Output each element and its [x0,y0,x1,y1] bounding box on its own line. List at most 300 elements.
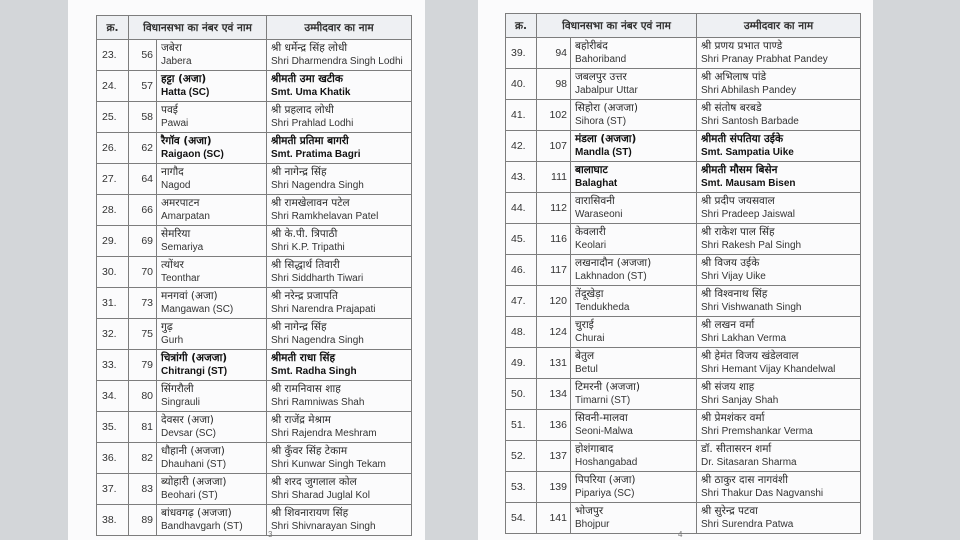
constituency-name-hindi: चित्रांगी (अजजा) [161,352,228,364]
constituency-name-english: Bhojpur [575,519,610,530]
serial-number: 47. [506,286,537,317]
serial-number: 27. [97,164,129,195]
table-row [97,381,412,412]
constituency-number: 79 [129,350,157,381]
candidate-name-english: Dr. Sitasaran Sharma [701,457,797,468]
serial-number: 42. [506,131,537,162]
constituency-cell [571,472,697,503]
serial-number: 28. [97,195,129,226]
constituency-name-hindi: होशंगाबाद [575,443,614,455]
candidate-cell [267,474,412,505]
constituency-name-english: Hoshangabad [575,457,638,468]
constituency-cell [157,102,267,133]
constituency-number: 136 [537,410,571,441]
candidate-cell [697,410,861,441]
serial-number: 38. [97,505,129,536]
constituency-name-hindi: सिवनी-मालवा [575,412,628,424]
candidate-name-hindi: श्री संतोष बरबडे [701,102,762,114]
constituency-name-hindi: सिहोरा (अजजा) [575,102,638,114]
serial-number: 29. [97,226,129,257]
constituency-cell [571,441,697,472]
constituency-number: 107 [537,131,571,162]
candidate-name-english: Shri Rajendra Meshram [271,428,377,439]
constituency-cell [571,224,697,255]
serial-number: 26. [97,133,129,164]
constituency-name-hindi: चुराई [575,319,594,331]
constituency-number: 102 [537,100,571,131]
constituency-name-english: Amarpatan [161,211,210,222]
candidate-name-hindi: श्री संजय शाह [701,381,755,393]
candidate-name-english: Shri Ramniwas Shah [271,397,365,408]
constituency-name-hindi: त्योंथर [161,259,184,271]
table-row [506,224,861,255]
candidate-name-hindi: श्री नरेन्द्र प्रजापति [271,290,338,302]
candidate-cell [267,195,412,226]
page-number: 3 [268,530,273,539]
table-row [97,350,412,381]
candidate-name-english: Shri Vishwanath Singh [701,302,802,313]
candidate-name-english: Smt. Radha Singh [271,366,357,377]
table-row [506,255,861,286]
candidate-cell [697,162,861,193]
serial-number: 44. [506,193,537,224]
candidate-name-hindi: श्री के.पी. त्रिपाठी [271,228,338,240]
constituency-name-hindi: बालाघाट [575,164,608,176]
candidate-name-hindi: श्री प्रेमशंकर वर्मा [701,412,765,424]
serial-number: 37. [97,474,129,505]
constituency-cell [157,257,267,288]
constituency-name-english: Nagod [161,180,191,191]
candidate-name-english: Shri Siddharth Tiwari [271,273,364,284]
header-candidate: उम्मीदवार का नाम [267,16,412,40]
constituency-number: 80 [129,381,157,412]
header-constituency: विधानसभा का नंबर एवं नाम [129,16,267,40]
constituency-cell [571,193,697,224]
constituency-name-english: Seoni-Malwa [575,426,633,437]
document-page-left [68,0,425,540]
constituency-cell [571,286,697,317]
candidate-cell [697,38,861,69]
constituency-number: 111 [537,162,571,193]
constituency-name-english: Pipariya (SC) [575,488,635,499]
constituency-number: 70 [129,257,157,288]
candidate-name-hindi: श्री धर्मेन्द्र सिंह लोधी [271,42,348,54]
constituency-number: 134 [537,379,571,410]
candidate-cell [697,255,861,286]
candidate-name-hindi: श्री लखन वर्मा [701,319,755,331]
constituency-name-english: Sihora (ST) [575,116,627,127]
table-row [97,40,412,71]
serial-number: 39. [506,38,537,69]
table-header-row [506,14,861,38]
candidate-name-hindi: श्री नागेन्द्र सिंह [271,166,327,178]
constituency-cell [157,443,267,474]
constituency-name-english: Gurh [161,335,184,346]
serial-number: 31. [97,288,129,319]
constituency-number: 117 [537,255,571,286]
candidate-name-hindi: श्री प्रणय प्रभात पाण्डे [701,40,783,52]
candidate-cell [697,317,861,348]
table-row [506,286,861,317]
candidate-name-hindi: श्री नागेन्द्र सिंह [271,321,327,333]
constituency-cell [571,162,697,193]
constituency-cell [571,255,697,286]
page-number: 4 [678,530,683,539]
constituency-name-english: Raigaon (SC) [161,149,224,160]
constituency-number: 83 [129,474,157,505]
constituency-cell [571,379,697,410]
candidate-cell [697,472,861,503]
candidate-cell [267,257,412,288]
candidate-name-english: Shri K.P. Tripathi [271,242,345,253]
table-row [506,162,861,193]
candidate-name-english: Shri Narendra Prajapati [271,304,376,315]
constituency-number: 82 [129,443,157,474]
table-row [506,410,861,441]
constituency-cell [571,348,697,379]
constituency-cell [571,410,697,441]
table-row [97,71,412,102]
table-row [506,193,861,224]
constituency-name-hindi: सेमरिया [161,228,191,240]
candidate-table-left [96,15,412,536]
constituency-cell [157,40,267,71]
constituency-name-english: Chitrangi (ST) [161,366,228,377]
constituency-name-english: Beohari (ST) [161,490,218,501]
serial-number: 41. [506,100,537,131]
constituency-name-english: Singrauli [161,397,200,408]
candidate-name-english: Shri Premshankar Verma [701,426,813,437]
candidate-name-english: Shri Thakur Das Nagvanshi [701,488,824,499]
constituency-name-hindi: वारासिवनी [575,195,615,207]
serial-number: 24. [97,71,129,102]
constituency-cell [157,288,267,319]
constituency-number: 141 [537,503,571,534]
candidate-name-english: Shri Ramkhelavan Patel [271,211,379,222]
table-row [506,100,861,131]
constituency-name-hindi: सिंगरौली [161,383,194,395]
candidate-name-hindi: श्री राजेंद्र मेश्राम [271,414,331,426]
serial-number: 43. [506,162,537,193]
serial-number: 23. [97,40,129,71]
candidate-name-english: Shri Santosh Barbade [701,116,799,127]
candidate-name-english: Shri Lakhan Verma [701,333,787,344]
candidate-cell [267,319,412,350]
constituency-name-english: Timarni (ST) [575,395,631,406]
serial-number: 25. [97,102,129,133]
constituency-name-english: Pawai [161,118,189,129]
constituency-number: 116 [537,224,571,255]
candidate-name-english: Shri Rakesh Pal Singh [701,240,802,251]
candidate-cell [267,412,412,443]
candidate-cell [697,379,861,410]
header-constituency: विधानसभा का नंबर एवं नाम [537,14,697,38]
constituency-cell [571,503,697,534]
constituency-name-hindi: हट्टा (अजा) [161,73,207,85]
constituency-number: 75 [129,319,157,350]
candidate-name-english: Shri Prahlad Lodhi [271,118,354,129]
serial-number: 34. [97,381,129,412]
candidate-name-hindi: श्री शिवनारायण सिंह [271,507,349,519]
constituency-name-english: Dhauhani (ST) [161,459,227,470]
constituency-name-hindi: टिमरनी (अजजा) [575,381,640,393]
table-row [506,379,861,410]
table-row [97,319,412,350]
document-page-right [478,0,873,540]
constituency-number: 124 [537,317,571,348]
candidate-name-hindi: श्री अभिलाष पांडे [701,71,767,83]
constituency-cell [157,164,267,195]
candidate-cell [697,131,861,162]
candidate-name-hindi: श्री शरद जुगलाल कोल [271,476,357,488]
constituency-name-hindi: मंडला (अजजा) [575,133,637,145]
constituency-name-english: Devsar (SC) [161,428,217,439]
candidate-name-hindi: श्री प्रदीप जयसवाल [701,195,775,207]
constituency-cell [157,71,267,102]
constituency-cell [157,226,267,257]
serial-number: 46. [506,255,537,286]
candidate-cell [697,441,861,472]
candidate-cell [267,71,412,102]
serial-number: 52. [506,441,537,472]
candidate-name-english: Shri Nagendra Singh [271,335,364,346]
table-header-row [97,16,412,40]
candidate-name-hindi: श्रीमती उमा खटीक [271,73,343,85]
candidate-name-english: Smt. Mausam Bisen [701,178,796,189]
candidate-cell [267,350,412,381]
constituency-number: 58 [129,102,157,133]
candidate-cell [697,224,861,255]
constituency-cell [157,505,267,536]
constituency-cell [571,100,697,131]
candidate-name-english: Shri Sanjay Shah [701,395,779,406]
constituency-number: 57 [129,71,157,102]
table-row [97,102,412,133]
constituency-name-hindi: मनगवां (अजा) [161,290,218,302]
candidate-name-hindi: श्री राकेश पाल सिंह [701,226,775,238]
table-row [97,257,412,288]
candidate-cell [267,505,412,536]
constituency-name-hindi: जबलपुर उत्तर [575,71,627,83]
candidate-name-english: Shri Abhilash Pandey [701,85,797,96]
candidate-name-english: Shri Nagendra Singh [271,180,364,191]
candidate-name-hindi: श्री रामनिवास शाह [271,383,341,395]
constituency-name-english: Betul [575,364,598,375]
candidate-name-english: Shri Hemant Vijay Khandelwal [701,364,836,375]
table-row [97,505,412,536]
candidate-cell [697,503,861,534]
constituency-name-hindi: धौहानी (अजजा) [161,445,225,457]
table-row [97,474,412,505]
constituency-name-hindi: रैगॉव (अजा) [161,135,212,147]
table-row [97,164,412,195]
candidate-cell [267,102,412,133]
constituency-name-english: Balaghat [575,178,618,189]
table-row [506,38,861,69]
constituency-cell [157,133,267,164]
candidate-cell [697,348,861,379]
header-candidate: उम्मीदवार का नाम [697,14,861,38]
constituency-name-hindi: गुढ़ [161,321,173,333]
candidate-name-hindi: श्रीमती राधा सिंह [271,352,336,364]
candidate-cell [267,443,412,474]
candidate-cell [267,133,412,164]
constituency-number: 62 [129,133,157,164]
constituency-number: 98 [537,69,571,100]
candidate-name-hindi: श्री विश्वनाथ सिंह [701,288,768,300]
serial-number: 36. [97,443,129,474]
candidate-cell [697,69,861,100]
constituency-name-english: Hatta (SC) [161,87,210,98]
table-row [506,472,861,503]
constituency-name-english: Churai [575,333,605,344]
constituency-number: 137 [537,441,571,472]
table-row [97,226,412,257]
serial-number: 45. [506,224,537,255]
constituency-name-hindi: बेतुल [575,350,595,362]
constituency-name-english: Jabera [161,56,192,67]
constituency-cell [571,38,697,69]
candidate-name-english: Shri Shivnarayan Singh [271,521,376,532]
table-row [506,441,861,472]
serial-number: 49. [506,348,537,379]
constituency-name-hindi: नागौद [161,166,184,178]
candidate-name-hindi: श्री सुरेन्द्र पटवा [701,505,758,517]
table-row [506,131,861,162]
candidate-name-hindi: श्री विजय उईके [701,257,760,269]
constituency-name-hindi: बहोरीबंद [575,40,608,52]
serial-number: 40. [506,69,537,100]
constituency-number: 73 [129,288,157,319]
constituency-cell [157,412,267,443]
constituency-name-hindi: केवलारी [575,226,606,238]
candidate-cell [697,286,861,317]
candidate-name-hindi: श्रीमती संपतिया उईके [701,133,784,145]
serial-number: 53. [506,472,537,503]
serial-number: 30. [97,257,129,288]
constituency-name-english: Tendukheda [575,302,630,313]
candidate-name-hindi: श्री प्रहलाद लोधी [271,104,334,116]
constituency-name-english: Waraseoni [575,209,623,220]
candidate-name-hindi: श्री सिद्धार्थ तिवारी [271,259,340,271]
constituency-name-hindi: पिपरिया (अजा) [575,474,636,486]
constituency-name-english: Jabalpur Uttar [575,85,638,96]
serial-number: 33. [97,350,129,381]
constituency-number: 56 [129,40,157,71]
constituency-name-hindi: ब्योहारी (अजजा) [161,476,227,488]
table-row [506,348,861,379]
candidate-name-english: Shri Pranay Prabhat Pandey [701,54,828,65]
candidate-name-english: Shri Vijay Uike [701,271,766,282]
candidate-cell [267,164,412,195]
candidate-cell [697,193,861,224]
table-row [97,288,412,319]
table-row [97,195,412,226]
constituency-cell [157,195,267,226]
constituency-cell [157,350,267,381]
header-serial-number: क्र. [506,14,537,38]
constituency-number: 64 [129,164,157,195]
table-row [506,317,861,348]
serial-number: 50. [506,379,537,410]
serial-number: 54. [506,503,537,534]
header-serial-number: क्र. [97,16,129,40]
candidate-cell [267,226,412,257]
candidate-name-english: Shri Kunwar Singh Tekam [271,459,386,470]
candidate-name-hindi: श्री कुँवर सिंह टेकाम [271,445,348,457]
constituency-cell [157,474,267,505]
constituency-name-hindi: बांधवगढ़ (अजजा) [161,507,232,519]
constituency-cell [571,317,697,348]
constituency-name-english: Bahoriband [575,54,627,65]
candidate-name-english: Shri Pradeep Jaiswal [701,209,795,220]
constituency-cell [571,131,697,162]
constituency-number: 112 [537,193,571,224]
constituency-name-hindi: तेंदूखेड़ा [575,288,604,300]
candidate-name-english: Smt. Uma Khatik [271,87,351,98]
candidate-name-english: Shri Surendra Patwa [701,519,794,530]
constituency-name-english: Mangawan (SC) [161,304,234,315]
constituency-number: 120 [537,286,571,317]
constituency-name-english: Semariya [161,242,204,253]
candidate-name-english: Shri Sharad Juglal Kol [271,490,370,501]
serial-number: 35. [97,412,129,443]
constituency-number: 94 [537,38,571,69]
table-row [506,69,861,100]
candidate-name-english: Smt. Pratima Bagri [271,149,361,160]
candidate-name-hindi: श्री ठाकुर दास नागवंशी [701,474,788,486]
constituency-name-hindi: भोजपुर [575,505,604,517]
constituency-cell [571,69,697,100]
candidate-name-hindi: डॉ. सीतासरन शर्मा [701,443,772,455]
candidate-name-hindi: श्री हेमंत विजय खंडेलवाल [701,350,799,362]
constituency-name-english: Teonthar [161,273,200,284]
table-row [97,412,412,443]
constituency-number: 81 [129,412,157,443]
constituency-name-hindi: देवसर (अजा) [161,414,214,426]
candidate-name-english: Smt. Sampatia Uike [701,147,794,158]
table-row [97,443,412,474]
constituency-name-english: Keolari [575,240,607,251]
constituency-name-hindi: अमरपाटन [161,197,200,209]
constituency-cell [157,319,267,350]
candidate-name-hindi: श्रीमती मौसम बिसेन [701,164,778,176]
constituency-name-hindi: लखनादौन (अजजा) [575,257,652,269]
constituency-number: 131 [537,348,571,379]
serial-number: 32. [97,319,129,350]
candidate-cell [267,288,412,319]
constituency-number: 69 [129,226,157,257]
serial-number: 51. [506,410,537,441]
candidate-table-right [505,13,861,534]
constituency-name-hindi: जबेरा [161,42,182,54]
constituency-cell [157,381,267,412]
candidate-name-english: Shri Dharmendra Singh Lodhi [271,56,403,67]
constituency-number: 89 [129,505,157,536]
candidate-name-hindi: श्रीमती प्रतिमा बागरी [271,135,349,147]
constituency-name-english: Lakhnadon (ST) [575,271,647,282]
table-row [97,133,412,164]
candidate-cell [697,100,861,131]
candidate-cell [267,40,412,71]
constituency-name-english: Mandla (ST) [575,147,632,158]
serial-number: 48. [506,317,537,348]
constituency-name-english: Bandhavgarh (ST) [161,521,243,532]
candidate-name-hindi: श्री रामखेलावन पटेल [271,197,350,209]
constituency-number: 139 [537,472,571,503]
constituency-number: 66 [129,195,157,226]
table-row [506,503,861,534]
